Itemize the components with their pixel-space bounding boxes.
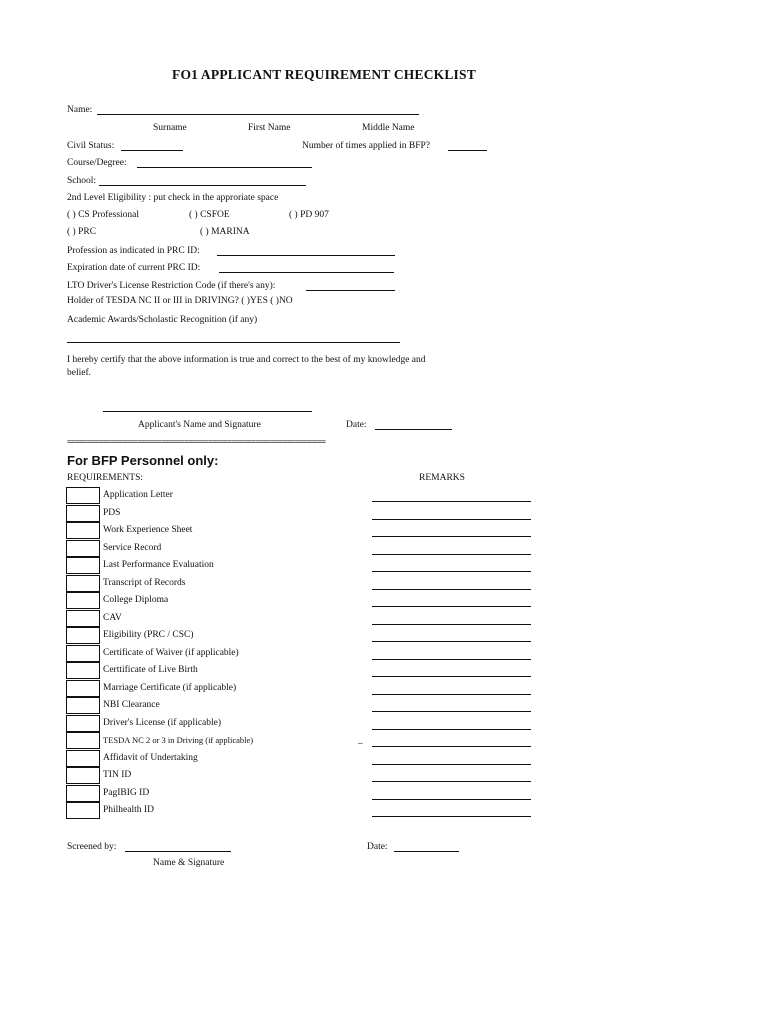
tesda-holder-question[interactable]: Holder of TESDA NC II or III in DRIVING? ( )YES ( )NO	[67, 296, 293, 306]
requirement-checkbox[interactable]	[66, 785, 100, 802]
bfp-heading: For BFP Personnel only:	[67, 453, 219, 468]
lto-field[interactable]	[306, 290, 395, 291]
requirement-remarks-field[interactable]	[372, 606, 531, 607]
requirement-remarks-field[interactable]	[372, 729, 531, 730]
requirement-checkbox[interactable]	[66, 610, 100, 627]
requirement-remarks-field[interactable]	[372, 799, 531, 800]
requirement-checkbox[interactable]	[66, 697, 100, 714]
profession-field[interactable]	[217, 255, 395, 256]
requirement-label: PagIBIG ID	[103, 787, 150, 798]
requirement-remarks-field[interactable]	[372, 781, 531, 782]
requirement-checkbox[interactable]	[66, 645, 100, 662]
times-applied-label: Number of times applied in BFP?	[302, 141, 430, 151]
remarks-header: REMARKS	[419, 473, 465, 483]
requirement-checkbox[interactable]	[66, 715, 100, 732]
requirement-label: Last Performance Evaluation	[103, 560, 214, 570]
name-label: Name:	[67, 105, 93, 115]
requirement-checkbox[interactable]	[66, 662, 100, 679]
option-csfoe[interactable]: ( ) CSFOE	[189, 210, 230, 220]
tesda-remark-mark: _	[358, 736, 363, 746]
name-field[interactable]	[97, 114, 419, 115]
civil-status-label: Civil Status:	[67, 141, 115, 151]
requirement-label: TIN ID	[103, 770, 132, 780]
requirement-label: NBI Clearance	[103, 700, 160, 710]
requirement-checkbox[interactable]	[66, 592, 100, 609]
profession-label: Profession as indicated in PRC ID:	[67, 246, 200, 256]
requirement-label: Certtificate of Live Birth	[103, 665, 198, 675]
requirement-checkbox[interactable]	[66, 557, 100, 574]
requirement-remarks-field[interactable]	[372, 571, 531, 572]
applicant-signature-caption: Applicant's Name and Signature	[138, 420, 261, 430]
screened-date-label: Date:	[367, 842, 388, 852]
requirement-remarks-field[interactable]	[372, 694, 531, 695]
requirement-remarks-field[interactable]	[372, 711, 531, 712]
requirement-label: Driver's License (if applicable)	[103, 717, 222, 728]
requirement-label: Eligibility (PRC / CSC)	[103, 630, 194, 640]
course-field[interactable]	[137, 167, 312, 168]
form-title: FO1 APPLICANT REQUIREMENT CHECKLIST	[172, 67, 476, 82]
requirement-checkbox[interactable]	[66, 627, 100, 644]
requirement-checkbox[interactable]	[66, 802, 100, 819]
applicant-date-field[interactable]	[375, 429, 452, 430]
expiration-label: Expiration date of current PRC ID:	[67, 263, 201, 273]
requirement-checkbox[interactable]	[66, 487, 100, 504]
times-applied-field[interactable]	[448, 150, 487, 151]
option-pd907[interactable]: ( ) PD 907	[289, 210, 329, 220]
certification-line-1: I hereby certify that the above information is true and correct to the best of my knowledge and	[67, 355, 426, 365]
requirement-label: Work Experience Sheet	[103, 525, 193, 535]
requirement-label: CAV	[103, 612, 122, 623]
requirement-remarks-field[interactable]	[372, 536, 531, 537]
certification-line-2: belief.	[67, 368, 92, 378]
screened-by-label: Screened by:	[67, 842, 117, 852]
requirement-remarks-field[interactable]	[372, 746, 531, 747]
requirement-checkbox[interactable]	[66, 540, 100, 557]
requirement-remarks-field[interactable]	[372, 659, 531, 660]
requirement-remarks-field[interactable]	[372, 676, 531, 677]
requirement-label: Philhealth ID	[103, 805, 154, 815]
requirement-checkbox[interactable]	[66, 522, 100, 539]
option-marina[interactable]: ( ) MARINA	[200, 227, 250, 237]
requirement-label: Affidavit of Undertaking	[103, 752, 198, 763]
eligibility-label: 2nd Level Eligibility : put check in the approriate space	[67, 193, 279, 203]
requirement-label: Application Letter	[103, 490, 173, 500]
requirement-remarks-field[interactable]	[372, 764, 531, 765]
requirement-remarks-field[interactable]	[372, 501, 531, 502]
awards-field[interactable]	[67, 342, 400, 343]
name-signature-caption: Name & Signature	[153, 858, 225, 868]
civil-status-field[interactable]	[121, 150, 183, 151]
requirement-label: PDS	[103, 507, 121, 518]
school-field[interactable]	[99, 185, 306, 186]
surname-caption: Surname	[153, 123, 187, 133]
applicant-signature-field[interactable]	[103, 411, 312, 412]
middle-name-caption: Middle Name	[362, 123, 415, 133]
expiration-field[interactable]	[219, 272, 394, 273]
requirement-remarks-field[interactable]	[372, 816, 531, 817]
screened-date-field[interactable]	[394, 851, 459, 852]
option-prc[interactable]: ( ) PRC	[67, 227, 97, 237]
requirement-remarks-field[interactable]	[372, 554, 531, 555]
requirement-label: College Diploma	[103, 595, 169, 605]
first-name-caption: First Name	[248, 123, 291, 133]
requirement-remarks-field[interactable]	[372, 589, 531, 590]
requirement-checkbox[interactable]	[66, 767, 100, 784]
requirement-checkbox[interactable]	[66, 732, 100, 749]
course-label: Course/Degree:	[67, 158, 127, 168]
requirement-remarks-field[interactable]	[372, 519, 531, 520]
lto-label: LTO Driver's License Restriction Code (if there's any):	[67, 281, 276, 291]
requirement-label: Transcript of Records	[103, 577, 186, 588]
requirement-label: TESDA NC 2 or 3 in Driving (if applicable)	[103, 735, 254, 745]
requirement-checkbox[interactable]	[66, 750, 100, 767]
requirement-label: Certificate of Waiver (if applicable)	[103, 647, 239, 658]
requirement-remarks-field[interactable]	[372, 624, 531, 625]
applicant-date-label: Date:	[346, 420, 367, 430]
requirement-checkbox[interactable]	[66, 505, 100, 522]
option-cs-professional[interactable]: ( ) CS Professional	[67, 210, 140, 220]
awards-label: Academic Awards/Scholastic Recognition (if any)	[67, 315, 258, 325]
requirement-remarks-field[interactable]	[372, 641, 531, 642]
screened-by-field[interactable]	[125, 851, 231, 852]
school-label: School:	[67, 176, 97, 186]
separator-line: ==================================================================	[67, 437, 326, 446]
requirement-checkbox[interactable]	[66, 680, 100, 697]
requirement-label: Marriage Certificate (if applicable)	[103, 682, 237, 693]
requirement-label: Service Record	[103, 542, 162, 553]
requirement-checkbox[interactable]	[66, 575, 100, 592]
requirements-header: REQUIREMENTS:	[67, 473, 143, 483]
